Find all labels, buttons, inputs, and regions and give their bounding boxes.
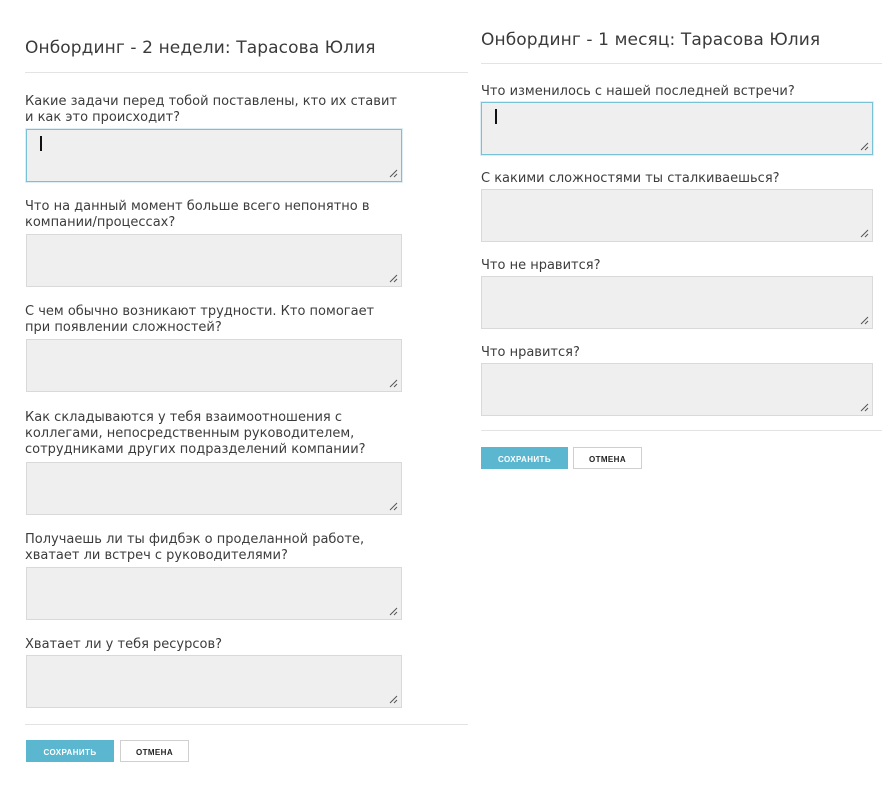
answer-textarea[interactable] <box>27 235 401 286</box>
question-label: Какие задачи перед тобой поставлены, кто их ставит и как это происходит? <box>25 94 397 125</box>
answer-field-5[interactable] <box>26 567 402 620</box>
question-label: С какими сложностями ты сталкиваешься? <box>481 171 780 186</box>
save-button[interactable]: СОХРАНИТЬ <box>481 447 568 469</box>
resize-grip-icon[interactable] <box>388 606 398 616</box>
answer-textarea[interactable] <box>482 364 872 415</box>
question-label: Получаешь ли ты фидбэк о проделанной работе, хватает ли встреч с руководителями? <box>25 532 365 563</box>
resize-grip-icon[interactable] <box>859 402 869 412</box>
answer-textarea[interactable] <box>482 103 872 154</box>
save-button[interactable]: СОХРАНИТЬ <box>26 740 114 762</box>
answer-field-6[interactable] <box>26 655 402 708</box>
resize-grip-icon[interactable] <box>388 501 398 511</box>
form-title: Онбординг - 2 недели: Тарасова Юлия <box>25 38 376 58</box>
answer-textarea[interactable] <box>27 340 401 391</box>
answer-textarea[interactable] <box>27 568 401 619</box>
resize-grip-icon[interactable] <box>859 315 869 325</box>
question-label: Как складываются у тебя взаимоотношения с коллегами, непосредственным руководителем, сотрудниками других подразделений компании? <box>25 410 366 457</box>
answer-textarea[interactable] <box>482 277 872 328</box>
answer-field-4[interactable] <box>26 462 402 515</box>
resize-grip-icon[interactable] <box>388 694 398 704</box>
footer-divider <box>481 430 882 431</box>
text-caret-icon <box>40 136 42 151</box>
resize-grip-icon[interactable] <box>859 141 869 151</box>
answer-field-3[interactable] <box>26 339 402 392</box>
question-label: Что изменилось с нашей последней встречи? <box>481 84 795 99</box>
resize-grip-icon[interactable] <box>388 378 398 388</box>
answer-field-1[interactable] <box>26 129 402 182</box>
cancel-button[interactable]: ОТМЕНА <box>120 740 189 762</box>
answer-field-4[interactable] <box>481 363 873 416</box>
answer-field-1[interactable] <box>481 102 873 155</box>
answer-field-2[interactable] <box>26 234 402 287</box>
resize-grip-icon[interactable] <box>859 228 869 238</box>
answer-field-3[interactable] <box>481 276 873 329</box>
answer-textarea[interactable] <box>27 656 401 707</box>
answer-textarea[interactable] <box>27 463 401 514</box>
form-title: Онбординг - 1 месяц: Тарасова Юлия <box>481 30 821 50</box>
title-divider <box>481 63 882 64</box>
question-label: С чем обычно возникают трудности. Кто помогает при появлении сложностей? <box>25 304 375 335</box>
resize-grip-icon[interactable] <box>388 273 398 283</box>
question-label: Что нравится? <box>481 345 580 360</box>
answer-textarea[interactable] <box>482 190 872 241</box>
question-label: Хватает ли у тебя ресурсов? <box>25 637 223 652</box>
resize-grip-icon[interactable] <box>388 168 398 178</box>
question-label: Что на данный момент больше всего непонятно в компании/процессах? <box>25 199 370 230</box>
question-label: Что не нравится? <box>481 258 601 273</box>
title-divider <box>25 72 468 73</box>
answer-field-2[interactable] <box>481 189 873 242</box>
footer-divider <box>25 724 468 725</box>
answer-textarea[interactable] <box>27 130 401 181</box>
cancel-button[interactable]: ОТМЕНА <box>573 447 642 469</box>
text-caret-icon <box>495 109 497 124</box>
